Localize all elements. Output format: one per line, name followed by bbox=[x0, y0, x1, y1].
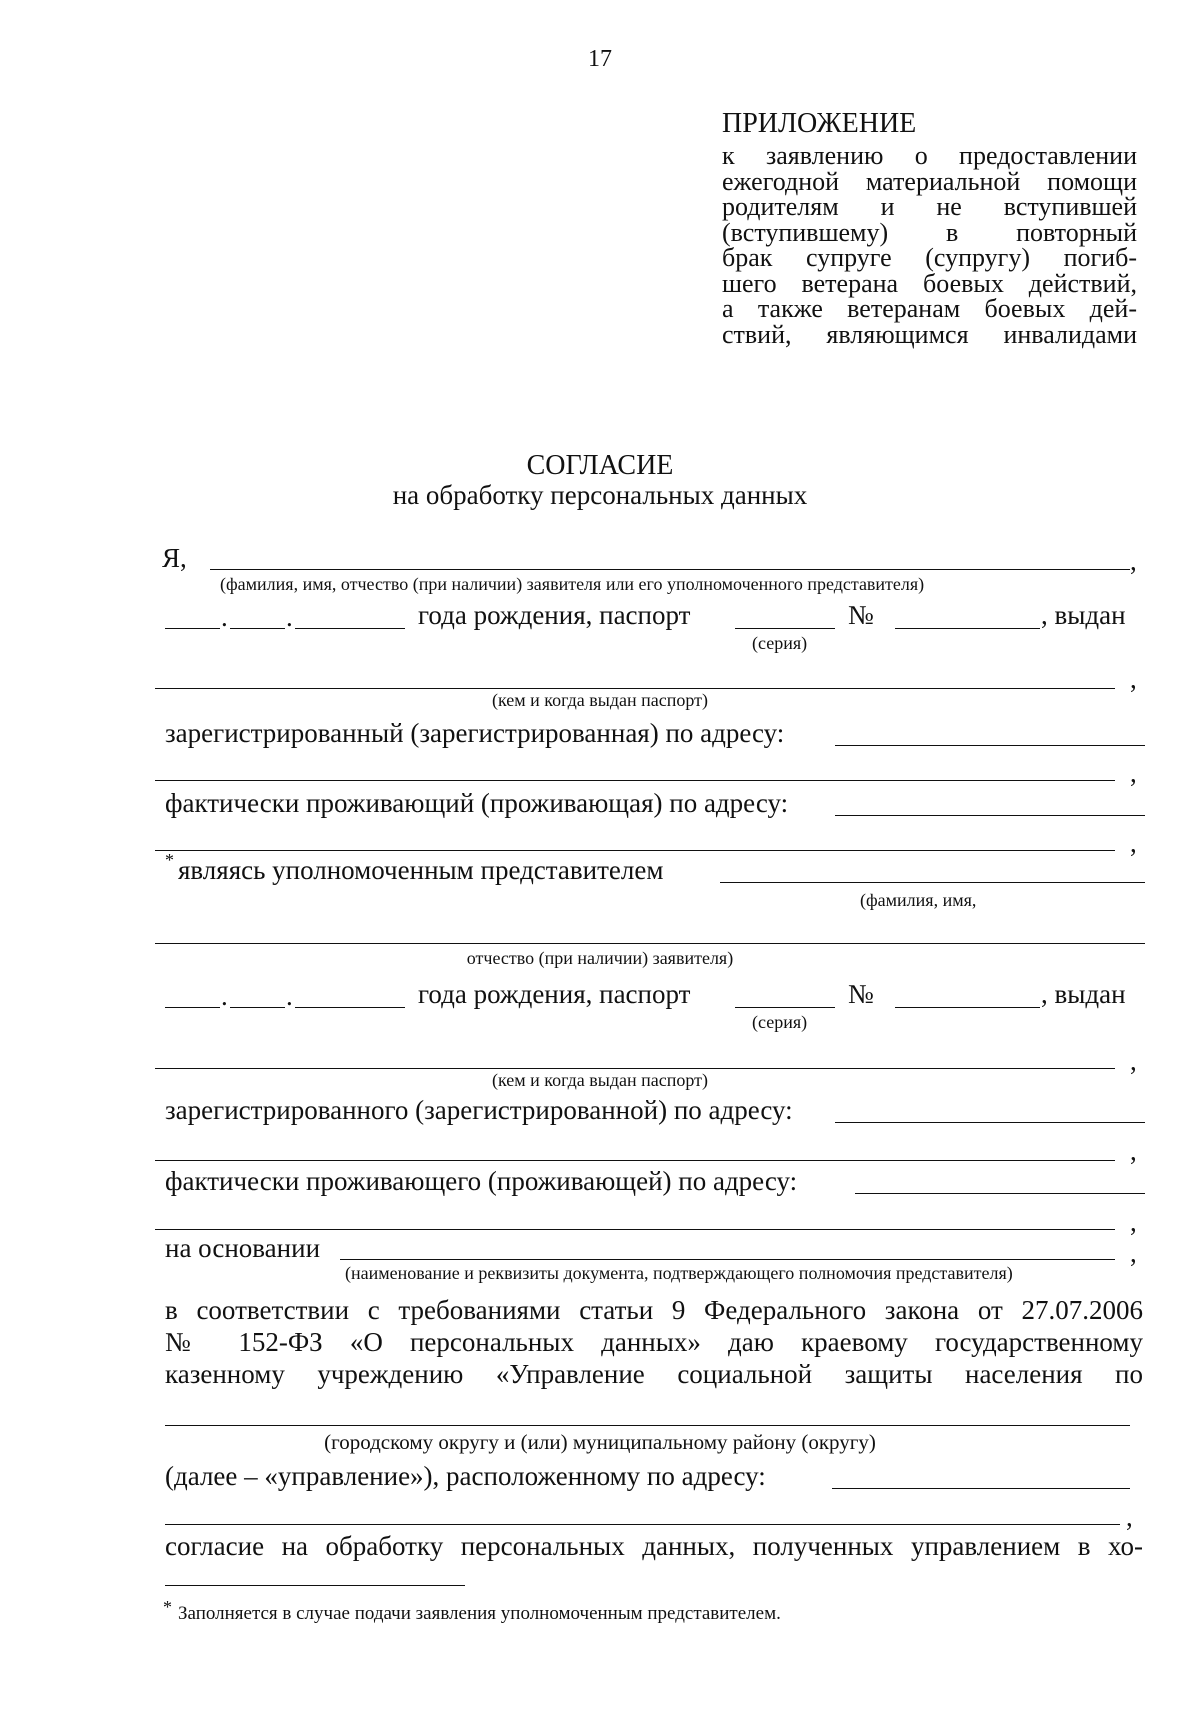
issued-label: , выдан bbox=[1041, 979, 1126, 1009]
passport-number-line[interactable] bbox=[895, 1007, 1040, 1008]
registered2-label: зарегистрированного (зарегистрированной) по адресу: bbox=[165, 1095, 793, 1125]
basis-caption: (наименование и реквизиты документа, подтверждающего полномочия представителя) bbox=[345, 1263, 1013, 1283]
representative-name-line[interactable] bbox=[720, 882, 1145, 883]
basis-line[interactable] bbox=[340, 1259, 1115, 1260]
comma: , bbox=[1130, 1238, 1137, 1268]
page-number: 17 bbox=[588, 46, 612, 72]
birth-day-line[interactable] bbox=[165, 1007, 220, 1008]
actual-address-line[interactable] bbox=[835, 815, 1145, 816]
district-line[interactable] bbox=[165, 1425, 1130, 1426]
appendix-title: ПРИЛОЖЕНИЕ bbox=[722, 108, 917, 139]
actual-address-line-2[interactable] bbox=[155, 850, 1115, 851]
registered2-address-line-2[interactable] bbox=[155, 1160, 1115, 1161]
comma: , bbox=[1130, 1046, 1137, 1076]
comma: , bbox=[1130, 828, 1137, 858]
district-caption: (городскому округу и (или) муниципальному району (округу) bbox=[324, 1430, 876, 1454]
comma: , bbox=[1130, 1136, 1137, 1166]
appendix-line: шего ветерана боевых действий, bbox=[722, 268, 1137, 298]
appendix-line: к заявлению о предоставлении bbox=[722, 141, 1137, 170]
asterisk: * bbox=[165, 850, 174, 870]
comma: , bbox=[1130, 664, 1137, 694]
issued-by-caption: (кем и когда выдан паспорт) bbox=[491, 690, 708, 710]
actual2-address-line-2[interactable] bbox=[155, 1229, 1115, 1230]
basis-label: на основании bbox=[165, 1233, 321, 1263]
birth-passport-text: года рождения, паспорт bbox=[418, 600, 691, 630]
comma: , bbox=[1130, 1207, 1137, 1237]
management-label: (далее – «управление»), расположенному по адресу: bbox=[165, 1461, 766, 1491]
birth-year-line[interactable] bbox=[295, 628, 405, 629]
actual2-address-line[interactable] bbox=[855, 1193, 1145, 1194]
birth-passport-text: года рождения, паспорт bbox=[418, 979, 691, 1009]
body-line: в соответствии с требованиями статьи 9 Федерального закона от 27.07.2006 bbox=[165, 1295, 1143, 1325]
issued-by-line[interactable] bbox=[155, 1068, 1115, 1069]
footnote-text: Заполняется в случае подачи заявления уполномоченным представителем. bbox=[178, 1603, 781, 1624]
actual-label: фактически проживающий (проживающая) по адресу: bbox=[165, 788, 789, 818]
management-address-line[interactable] bbox=[832, 1488, 1130, 1489]
birth-day-line[interactable] bbox=[165, 628, 220, 629]
actual2-label: фактически проживающего (проживающей) по адресу: bbox=[165, 1166, 798, 1196]
number-sign: № bbox=[848, 979, 874, 1009]
registered-address-line[interactable] bbox=[835, 745, 1145, 746]
comma: , bbox=[1130, 546, 1137, 576]
consent-subtitle: на обработку персональных данных bbox=[392, 480, 808, 510]
birth-month-line[interactable] bbox=[230, 628, 285, 629]
birth-month-line[interactable] bbox=[230, 1007, 285, 1008]
registered2-address-line[interactable] bbox=[835, 1122, 1145, 1123]
body-line: казенному учреждению «Управление социальной защиты населения по bbox=[165, 1359, 1143, 1389]
issued-by-caption: (кем и когда выдан паспорт) bbox=[491, 1070, 708, 1090]
representative-label: являясь уполномоченным представителем bbox=[178, 855, 664, 885]
i-label: Я, bbox=[162, 543, 187, 573]
rep-name-caption-1: (фамилия, имя, bbox=[860, 890, 977, 910]
comma: , bbox=[1126, 1502, 1133, 1532]
appendix-line: а также ветеранам боевых дей- bbox=[722, 294, 1137, 323]
appendix-line: ежегодной материальной помощи bbox=[722, 166, 1137, 196]
applicant-name-line[interactable] bbox=[210, 569, 1130, 570]
appendix-line: брак супруге (супругу) погиб- bbox=[722, 243, 1137, 272]
passport-number-line[interactable] bbox=[895, 628, 1040, 629]
series-caption: (серия) bbox=[752, 1012, 808, 1032]
passport-series-line[interactable] bbox=[735, 628, 835, 629]
date-dot: . bbox=[286, 602, 293, 632]
passport-series-line[interactable] bbox=[735, 1007, 835, 1008]
date-dot: . bbox=[221, 981, 228, 1011]
appendix-line: родителям и не вступившей bbox=[722, 192, 1137, 221]
representative-name-line-2[interactable] bbox=[155, 943, 1145, 944]
issued-by-line[interactable] bbox=[155, 688, 1115, 689]
comma: , bbox=[1130, 758, 1137, 788]
footnote-separator bbox=[165, 1585, 465, 1586]
appendix-line: ствий, являющимся инвалидами bbox=[722, 319, 1137, 349]
rep-name-caption-2: отчество (при наличии) заявителя) bbox=[466, 948, 734, 968]
series-caption: (серия) bbox=[752, 633, 808, 653]
birth-year-line[interactable] bbox=[295, 1007, 405, 1008]
registered-label: зарегистрированный (зарегистрированная) по адресу: bbox=[165, 718, 785, 748]
consent-title: СОГЛАСИЕ bbox=[526, 450, 674, 481]
footnote-asterisk: * bbox=[163, 1597, 172, 1617]
applicant-name-caption: (фамилия, имя, отчество (при наличии) заявителя или его уполномоченного представителя) bbox=[220, 574, 925, 594]
registered-address-line-2[interactable] bbox=[155, 780, 1115, 781]
management-address-line-2[interactable] bbox=[165, 1524, 1120, 1525]
date-dot: . bbox=[286, 981, 293, 1011]
consent-line: согласие на обработку персональных данных, полученных управлением в хо- bbox=[165, 1531, 1143, 1561]
issued-label: , выдан bbox=[1041, 600, 1126, 630]
body-line: № 152-ФЗ «О персональных данных» даю краевому государственному bbox=[165, 1327, 1143, 1357]
date-dot: . bbox=[221, 602, 228, 632]
appendix-text bbox=[722, 143, 1137, 347]
appendix-line: (вступившему) в повторный bbox=[722, 217, 1137, 247]
number-sign: № bbox=[848, 600, 874, 630]
